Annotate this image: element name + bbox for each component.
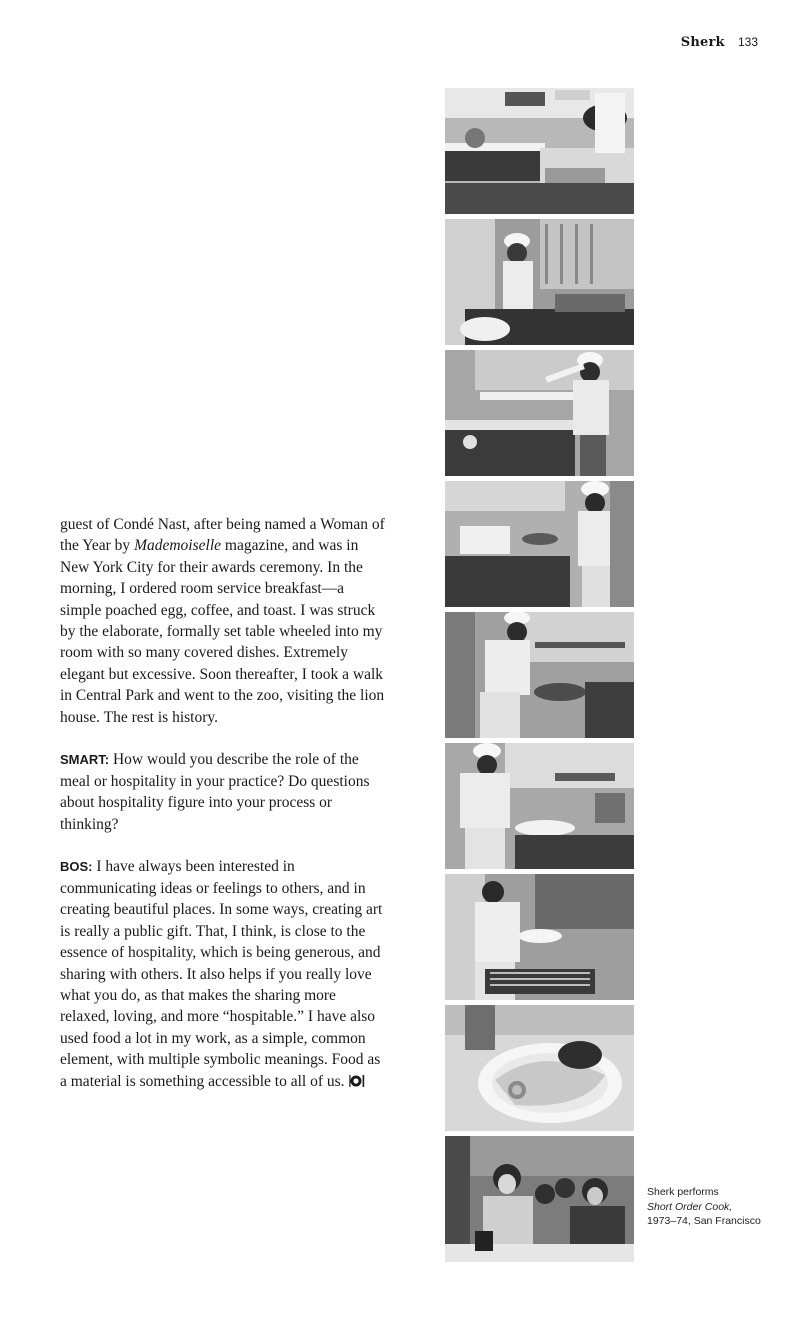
paragraph-intro-rest: magazine, and was in New York City for their awards ceremony. In the morning, I ordered room service breakfast—a simple poached egg, coffee, and toast. I was struck by the elaborate, formally set table wheeled into my room with so many covered dishes. Extremely elegant but excessive. Soon thereafter, I took a walk in Central Park and went to the zoo, visiting the lion house. The rest is history. xyxy=(60,537,385,726)
caption-date-place: 1973–74, San Francisco xyxy=(647,1215,761,1227)
magazine-title: Mademoiselle xyxy=(134,537,222,555)
caption-work-title: Short Order Cook, xyxy=(647,1200,733,1213)
article-body xyxy=(60,514,385,1113)
photo-frame-4 xyxy=(445,481,634,607)
paragraph-intro-start: guest of Condé Nast, after being named a Woman of the Year by xyxy=(60,516,385,555)
photo-frame-9 xyxy=(445,1136,634,1262)
question-speaker-label: SMART: xyxy=(60,752,110,768)
photo-caption xyxy=(647,1185,787,1229)
photo-frame-8 xyxy=(445,1005,634,1131)
running-head xyxy=(681,34,758,51)
photo-frame-2 xyxy=(445,219,634,345)
paragraph-intro xyxy=(60,514,385,728)
photo-frame-5 xyxy=(445,612,634,738)
photo-frame-1 xyxy=(445,88,634,214)
photo-frame-6 xyxy=(445,743,634,869)
plate-fork-end-mark-icon xyxy=(349,1073,365,1087)
question-text: How would you describe the role of the meal or hospitality in your practice? Do questions about hospitality figure into your process or thinking? xyxy=(60,751,370,833)
interview-answer xyxy=(60,856,385,1091)
caption-line-1: Sherk performs xyxy=(647,1186,719,1198)
answer-text: I have always been interested in communicating ideas or feelings to others, and in creating beautiful places. In some ways, creating art is really a public gift. That, I think, is close to the essence of hospitality, which is being generous, and sharing with others. It also helps if you really love what you do, as that makes the sharing more relaxed, loving, and more “hospitable.” I have also used food a lot in my work, as a simple, common element, with multiple symbolic meanings. Food as a material is something accessible to all of us. xyxy=(60,858,383,1090)
photo-frame-7 xyxy=(445,874,634,1000)
interview-question xyxy=(60,749,385,835)
photo-frame-3 xyxy=(445,350,634,476)
page-number: 133 xyxy=(737,35,758,49)
running-head-author: Sherk xyxy=(680,35,725,50)
answer-speaker-label: BOS: xyxy=(60,859,93,875)
